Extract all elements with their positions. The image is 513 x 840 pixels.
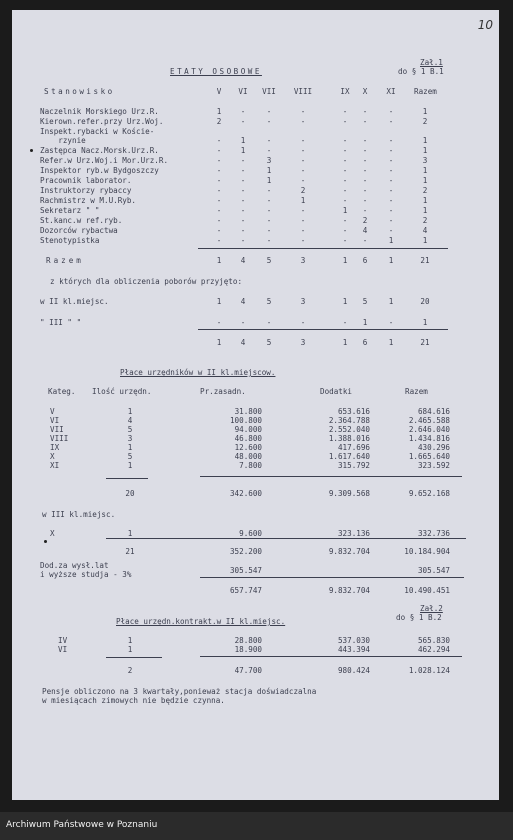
row-cell: - — [240, 216, 246, 225]
class2-cell: 1 — [216, 297, 222, 306]
class3-label: " III " " — [40, 318, 82, 327]
row-cell: - — [342, 146, 348, 155]
count-cell: 1 — [127, 636, 133, 645]
grand-total-rule — [200, 577, 464, 578]
class3-label: w III kl.miejsc. — [42, 510, 116, 519]
class3-rule — [106, 538, 466, 539]
class3-cell: 1 — [422, 318, 428, 327]
document-title: ETATY OSOBOWE — [170, 67, 262, 76]
header-col: Razem — [414, 87, 437, 96]
row-cell: 2 — [216, 117, 222, 126]
base-cell: 100.800 — [229, 416, 262, 425]
total-cell: 430.296 — [417, 443, 450, 452]
row-cell: - — [388, 186, 394, 195]
row-cell: - — [388, 216, 394, 225]
row-cell: 1 — [266, 176, 272, 185]
cat-cell: X — [50, 529, 55, 538]
class2-cell: 3 — [300, 297, 306, 306]
class2-cell: 5 — [362, 297, 368, 306]
row-cell: - — [300, 176, 306, 185]
contract-title: Płace urzędn.kontrakt.w II kl.miejsc. — [116, 617, 286, 626]
count-cell: 5 — [127, 425, 133, 434]
row-cell: - — [300, 216, 306, 225]
bonus-label: i wyższe studja - 3% — [40, 570, 132, 579]
row-cell: - — [216, 166, 222, 175]
row-cell: - — [216, 196, 222, 205]
row-cell: 1 — [422, 107, 428, 116]
total-cell: 1.665.640 — [408, 452, 450, 461]
base-cell: 48.000 — [234, 452, 262, 461]
row-cell: - — [362, 236, 368, 245]
count-cell: 5 — [127, 452, 133, 461]
sum-cell: 6 — [362, 338, 368, 347]
row-cell: 4 — [422, 226, 428, 235]
grand-base: 657.747 — [229, 586, 262, 595]
row-cell: - — [216, 136, 222, 145]
row-cell: - — [266, 216, 272, 225]
row-label: Rachmistrz w M.U.Ryb. — [40, 196, 137, 205]
bonus-total: 305.547 — [417, 566, 450, 575]
row-cell: - — [266, 136, 272, 145]
archive-label: Archiwum Państwowe w Poznaniu — [6, 820, 158, 830]
header-col: VI — [238, 87, 248, 96]
attachment2-line2: do § 1 B.2 — [396, 613, 442, 622]
row-cell: - — [362, 166, 368, 175]
row-cell: - — [266, 196, 272, 205]
allowance-cell: 315.792 — [337, 461, 370, 470]
count-cell: 4 — [127, 416, 133, 425]
bonus-base: 305.547 — [229, 566, 262, 575]
row-cell: - — [266, 236, 272, 245]
row-cell: - — [240, 206, 246, 215]
row-cell: - — [388, 136, 394, 145]
row-cell: - — [300, 236, 306, 245]
row-label: Dozorców rybactwa — [40, 226, 118, 235]
row-cell: - — [240, 156, 246, 165]
contract-sum-rule — [200, 656, 462, 657]
class3-cell: - — [216, 318, 222, 327]
row-cell: - — [240, 236, 246, 245]
row-cell: - — [362, 146, 368, 155]
count-cell: 1 — [127, 443, 133, 452]
cat-cell: IV — [58, 636, 68, 645]
class3-cell: - — [388, 318, 394, 327]
row-cell: - — [300, 226, 306, 235]
row-cell: 4 — [362, 226, 368, 235]
row-cell: - — [300, 166, 306, 175]
total-cell: 3 — [300, 256, 306, 265]
class2-label: w II kl.miejsc. — [40, 297, 109, 306]
sum-allowance: 9.832.704 — [328, 547, 370, 556]
row-cell: - — [266, 146, 272, 155]
row-cell: - — [362, 107, 368, 116]
row-label: Refer.w Urz.Woj.i Mor.Urz.R. — [40, 156, 169, 165]
header-col: IX — [340, 87, 350, 96]
total-cell: 684.616 — [417, 407, 450, 416]
ink-dot — [30, 149, 33, 152]
class2-cell: 20 — [420, 297, 430, 306]
row-cell: 1 — [216, 107, 222, 116]
row-cell: - — [342, 186, 348, 195]
cat-cell: VII — [50, 425, 64, 434]
count-rule — [106, 478, 148, 479]
sum-cell: 1 — [388, 338, 394, 347]
row-cell: - — [216, 216, 222, 225]
row-cell: - — [266, 117, 272, 126]
row-cell: - — [300, 136, 306, 145]
page-number: 10 — [477, 18, 493, 32]
row-label: Kierown.refer.przy Urz.Woj. — [40, 117, 164, 126]
class3-cell: - — [300, 318, 306, 327]
row-label: Instruktorzy rybaccy — [40, 186, 132, 195]
base-cell: 94.000 — [234, 425, 262, 434]
count-cell: 1 — [127, 407, 133, 416]
base-cell: 7.800 — [239, 461, 262, 470]
row-cell: - — [362, 156, 368, 165]
cat-cell: IX — [50, 443, 60, 452]
row-label: Zastępca Nacz.Morsk.Urz.R. — [40, 146, 159, 155]
row-cell: - — [388, 107, 394, 116]
base-cell: 9.600 — [239, 529, 262, 538]
sum-count: 21 — [125, 547, 135, 556]
total-cell: 5 — [266, 256, 272, 265]
row-cell: - — [300, 206, 306, 215]
sum-cell: 21 — [420, 338, 430, 347]
row-cell: - — [216, 186, 222, 195]
row-label: Naczelnik Morskiego Urz.R. — [40, 107, 159, 116]
staff-total-rule — [198, 248, 448, 249]
row-cell: - — [342, 166, 348, 175]
sum-total: 9.652.168 — [408, 489, 450, 498]
row-cell: - — [342, 107, 348, 116]
sum-cell: 1 — [342, 338, 348, 347]
total-cell: 1.434.816 — [408, 434, 450, 443]
sum-cell: 5 — [266, 338, 272, 347]
row-cell: - — [300, 107, 306, 116]
row-cell: - — [342, 216, 348, 225]
salary-header: Pr.zasadn. — [200, 387, 246, 396]
row-cell: 1 — [240, 146, 246, 155]
total-cell: 332.736 — [417, 529, 450, 538]
row-cell: - — [342, 226, 348, 235]
row-label: Pracownik laborator. — [40, 176, 132, 185]
cat-cell: V — [50, 407, 55, 416]
allowance-cell: 323.136 — [337, 529, 370, 538]
attachment2-line1: Zał.2 — [420, 604, 443, 613]
footnote: Pensje obliczono na 3 kwartały,ponieważ stacja doświadczalna — [42, 687, 317, 696]
row-cell: - — [362, 206, 368, 215]
row-cell: 1 — [422, 176, 428, 185]
class2-cell: 5 — [266, 297, 272, 306]
total-cell: 462.294 — [417, 645, 450, 654]
total-cell: 2.465.588 — [408, 416, 450, 425]
base-cell: 28.800 — [234, 636, 262, 645]
row-cell: - — [266, 186, 272, 195]
row-cell: - — [362, 196, 368, 205]
class-sum-rule — [198, 329, 448, 330]
row-cell: - — [362, 117, 368, 126]
total-cell: 565.830 — [417, 636, 450, 645]
row-cell: - — [240, 226, 246, 235]
count-cell: 1 — [127, 461, 133, 470]
row-label: Sekretarz " " — [40, 206, 100, 215]
row-cell: 1 — [422, 236, 428, 245]
salary-title: Płace urzędników w II kl.miejscow. — [120, 368, 276, 377]
row-cell: - — [388, 166, 394, 175]
row-cell: 1 — [422, 146, 428, 155]
sum-count: 20 — [125, 489, 135, 498]
base-cell: 46.800 — [234, 434, 262, 443]
total-cell: 1 — [216, 256, 222, 265]
row-cell: - — [240, 196, 246, 205]
note-text: z których dla obliczenia poborów przyjęto: — [50, 277, 243, 286]
sum-cell: 1 — [216, 338, 222, 347]
class3-cell: - — [342, 318, 348, 327]
ink-dot — [44, 540, 47, 543]
count-cell: 3 — [127, 434, 133, 443]
total-cell: 21 — [420, 256, 430, 265]
salary-header: Dodatki — [320, 387, 353, 396]
row-cell: - — [216, 156, 222, 165]
sum-total: 1.028.124 — [408, 666, 450, 675]
header-col: X — [362, 87, 368, 96]
cat-cell: VIII — [50, 434, 69, 443]
sum-allowance: 9.309.568 — [328, 489, 370, 498]
total-cell: 323.592 — [417, 461, 450, 470]
row-cell: 2 — [422, 117, 428, 126]
row-cell: - — [216, 206, 222, 215]
cat-cell: VI — [58, 645, 68, 654]
row-cell: - — [240, 186, 246, 195]
base-cell: 12.600 — [234, 443, 262, 452]
row-cell: 1 — [422, 136, 428, 145]
salary-sum-rule — [200, 476, 462, 477]
allowance-cell: 417.696 — [337, 443, 370, 452]
row-cell: 2 — [362, 216, 368, 225]
row-cell: - — [342, 236, 348, 245]
row-cell: 1 — [422, 166, 428, 175]
allowance-cell: 537.030 — [337, 636, 370, 645]
row-cell: - — [362, 176, 368, 185]
row-cell: - — [362, 186, 368, 195]
total-label: Razem — [46, 256, 84, 265]
class2-cell: 1 — [388, 297, 394, 306]
class2-cell: 4 — [240, 297, 246, 306]
row-cell: 1 — [342, 206, 348, 215]
count-cell: 1 — [127, 529, 133, 538]
allowance-cell: 1.388.016 — [328, 434, 370, 443]
attachment-line2: do § 1 B.1 — [398, 67, 444, 76]
total-cell: 2.646.040 — [408, 425, 450, 434]
row-cell: 1 — [266, 166, 272, 175]
row-cell: - — [342, 136, 348, 145]
cat-cell: XI — [50, 461, 60, 470]
class3-cell: - — [240, 318, 246, 327]
row-cell: - — [266, 206, 272, 215]
row-label: Inspektor ryb.w Bydgoszczy — [40, 166, 159, 175]
row-cell: - — [388, 146, 394, 155]
row-cell: - — [300, 117, 306, 126]
grand-total: 10.490.451 — [404, 586, 450, 595]
header-stanowisko: Stanowisko — [44, 87, 115, 96]
row-cell: - — [342, 196, 348, 205]
total-cell: 1 — [342, 256, 348, 265]
row-cell: - — [216, 236, 222, 245]
total-cell: 4 — [240, 256, 246, 265]
row-cell: - — [362, 136, 368, 145]
class2-cell: 1 — [342, 297, 348, 306]
count-cell: 1 — [127, 645, 133, 654]
allowance-cell: 1.617.640 — [328, 452, 370, 461]
header-col: XI — [386, 87, 396, 96]
class3-cell: - — [266, 318, 272, 327]
row-label: St.kanc.w ref.ryb. — [40, 216, 123, 225]
row-cell: 2 — [422, 186, 428, 195]
base-cell: 31.800 — [234, 407, 262, 416]
sum-base: 352.200 — [229, 547, 262, 556]
row-label: Inspekt.rybacki w Koście- — [40, 127, 155, 136]
row-cell: - — [388, 117, 394, 126]
row-cell: - — [388, 156, 394, 165]
salary-header: Ilość urzędn. — [92, 387, 152, 396]
row-label: Stenotypistka — [40, 236, 100, 245]
header-col: V — [216, 87, 222, 96]
row-cell: - — [342, 176, 348, 185]
row-cell: - — [388, 206, 394, 215]
row-cell: 2 — [300, 186, 306, 195]
sum-cell: 3 — [300, 338, 306, 347]
row-cell: - — [300, 156, 306, 165]
row-cell: - — [216, 146, 222, 155]
allowance-cell: 2.552.040 — [328, 425, 370, 434]
cat-cell: VI — [50, 416, 60, 425]
row-cell: 1 — [240, 136, 246, 145]
row-cell: - — [240, 166, 246, 175]
cat-cell: X — [50, 452, 55, 461]
row-cell: - — [240, 176, 246, 185]
row-cell: - — [388, 196, 394, 205]
grand-allowance: 9.832.704 — [328, 586, 370, 595]
row-cell: 1 — [300, 196, 306, 205]
sum-cell: 4 — [240, 338, 246, 347]
row-cell: - — [342, 156, 348, 165]
row-cell: - — [240, 117, 246, 126]
total-cell: 6 — [362, 256, 368, 265]
allowance-cell: 653.616 — [337, 407, 370, 416]
row-cell: - — [240, 107, 246, 116]
row-label: rzynie — [40, 136, 86, 145]
row-cell: 1 — [422, 206, 428, 215]
attachment-line1: Zał.1 — [420, 58, 443, 67]
bonus-label: Dod.za wysł.lat — [40, 561, 109, 570]
row-cell: - — [300, 146, 306, 155]
salary-header: Kateg. — [48, 387, 76, 396]
header-col: VIII — [293, 87, 313, 96]
class3-cell: 1 — [362, 318, 368, 327]
sum-base: 342.600 — [229, 489, 262, 498]
header-col: VII — [262, 87, 276, 96]
sum-count: 2 — [127, 666, 133, 675]
row-cell: 3 — [266, 156, 272, 165]
allowance-cell: 443.394 — [337, 645, 370, 654]
row-cell: - — [388, 176, 394, 185]
footnote: w miesiącach zimowych nie będzie czynna. — [42, 696, 225, 705]
row-cell: 3 — [422, 156, 428, 165]
row-cell: - — [216, 176, 222, 185]
row-cell: - — [266, 107, 272, 116]
row-cell: - — [266, 226, 272, 235]
row-cell: 1 — [388, 236, 394, 245]
contract-count-rule — [106, 657, 162, 658]
row-cell: - — [388, 226, 394, 235]
row-cell: - — [342, 117, 348, 126]
row-cell: 1 — [422, 196, 428, 205]
allowance-cell: 2.364.788 — [328, 416, 370, 425]
total-cell: 1 — [388, 256, 394, 265]
sum-base: 47.700 — [234, 666, 262, 675]
sum-total: 10.184.904 — [404, 547, 450, 556]
row-cell: 2 — [422, 216, 428, 225]
salary-header: Razem — [405, 387, 428, 396]
sum-allowance: 980.424 — [337, 666, 370, 675]
base-cell: 18.900 — [234, 645, 262, 654]
row-cell: - — [216, 226, 222, 235]
